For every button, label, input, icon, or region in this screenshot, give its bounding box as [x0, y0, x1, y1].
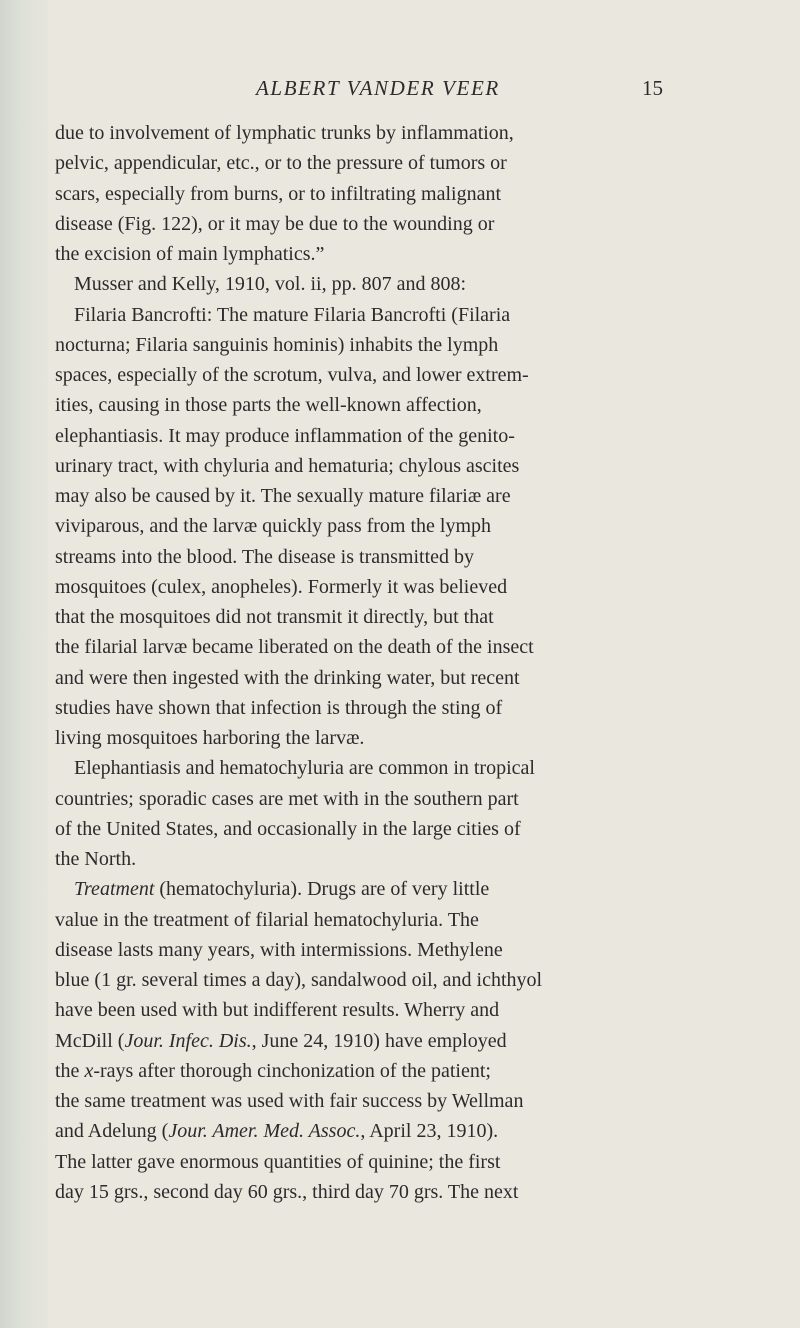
text-line: scars, especially from burns, or to infiltrating malignant	[55, 182, 501, 205]
text-line: nocturna; Filaria sanguinis hominis) inhabits the lymph	[55, 333, 499, 356]
text-line: may also be caused by it. The sexually mature filariæ are	[55, 485, 511, 507]
text-line: streams into the blood. The disease is transmitted by	[55, 545, 475, 568]
text-line: due to involvement of lymphatic trunks by inflammation,	[55, 122, 514, 144]
text-line: mosquitoes (culex, anopheles). Formerly it was believed	[55, 575, 508, 598]
paragraph-start-line: Treatment (hematochyluria). Drugs are of very little	[74, 878, 490, 901]
running-head: ALBERT VANDER VEER	[256, 76, 500, 100]
text-line: disease lasts many years, with intermissions. Methylene	[55, 938, 503, 961]
text-line: day 15 grs., second day 60 grs., third day 70 grs. The next	[55, 1180, 519, 1203]
italic-run: Treatment	[74, 878, 155, 901]
text-line: countries; sporadic cases are met with in the southern part	[55, 787, 519, 810]
text-line: the North.	[55, 848, 137, 870]
text-line: and Adelung (Jour. Amer. Med. Assoc., April 23, 1910).	[55, 1120, 499, 1143]
text-line: the x-rays after thorough cinchonization of the patient;	[55, 1059, 491, 1082]
paragraph-start-line: Musser and Kelly, 1910, vol. ii, pp. 807 and 808:	[74, 273, 467, 296]
text-line: The latter gave enormous quantities of quinine; the first	[55, 1150, 501, 1173]
text-line: elephantiasis. It may produce inflammation of the genito-	[55, 424, 515, 447]
text-line: blue (1 gr. several times a day), sandalwood oil, and ichthyol	[55, 969, 543, 991]
text-line: urinary tract, with chyluria and hematuria; chylous ascites	[55, 454, 520, 477]
text-line: have been used with but indifferent results. Wherry and	[55, 999, 500, 1022]
text-line: the same treatment was used with fair success by Wellman	[55, 1090, 524, 1112]
paragraph-start-line: Filaria Bancrofti: The mature Filaria Bancrofti (Filaria	[74, 303, 511, 326]
text-line: the excision of main lymphatics.”	[55, 243, 325, 265]
text-line: of the United States, and occasionally in the large cities of	[55, 817, 521, 840]
text-line: pelvic, appendicular, etc., or to the pressure of tumors or	[55, 152, 507, 175]
italic-run: Jour. Infec. Dis.	[124, 1029, 252, 1052]
text-line: living mosquitoes harboring the larvæ.	[55, 727, 365, 749]
text-line: that the mosquitoes did not transmit it directly, but that	[55, 606, 494, 628]
text-line: value in the treatment of filarial hematochyluria. The	[55, 908, 479, 931]
text-line: viviparous, and the larvæ quickly pass from the lymph	[55, 515, 492, 538]
italic-run: Jour. Amer. Med. Assoc.	[168, 1120, 361, 1143]
italic-run: x	[84, 1059, 94, 1082]
text-line: spaces, especially of the scrotum, vulva, and lower extrem-	[55, 364, 529, 386]
page-header	[0, 76, 800, 106]
body-text	[55, 118, 659, 1207]
text-line: the filarial larvæ became liberated on the death of the insect	[55, 636, 534, 659]
text-line: studies have shown that infection is through the sting of	[55, 696, 503, 719]
text-line: McDill (Jour. Infec. Dis., June 24, 1910) have employed	[55, 1029, 507, 1052]
page-gutter-shadow	[0, 0, 48, 1328]
text-line: and were then ingested with the drinking water, but recent	[55, 666, 520, 689]
text-line: ities, causing in those parts the well-known affection,	[55, 394, 482, 417]
text-line: disease (Fig. 122), or it may be due to the wounding or	[55, 212, 495, 235]
paragraph-start-line: Elephantiasis and hematochyluria are common in tropical	[74, 757, 535, 780]
page-number: 15	[642, 76, 663, 100]
